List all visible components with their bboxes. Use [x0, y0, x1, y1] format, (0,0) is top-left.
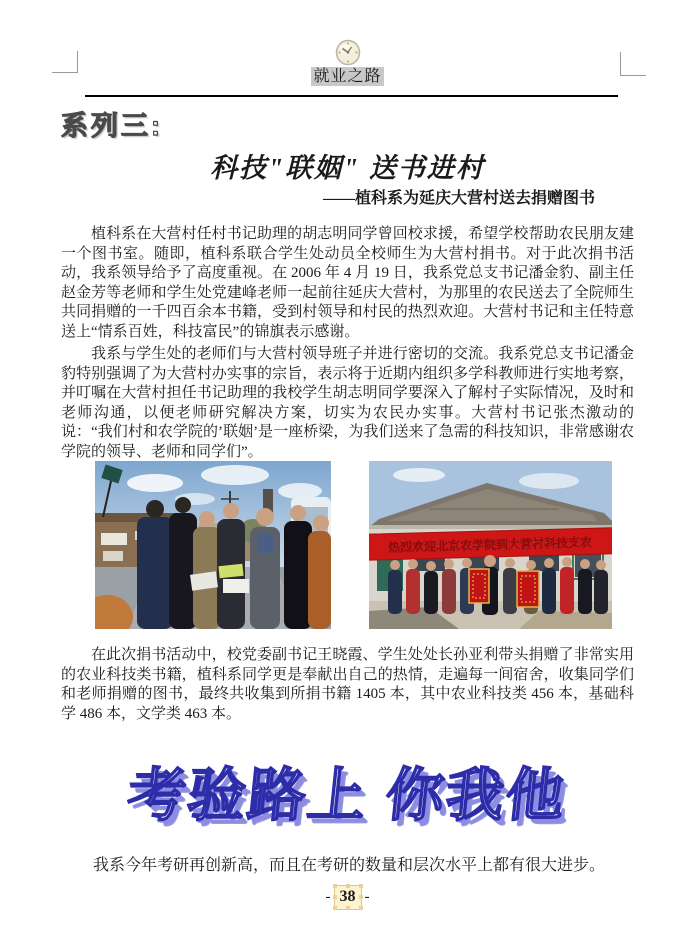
series-label: 系列三:: [61, 111, 163, 141]
wordart-banner: 考验路上 你我他: [124, 763, 570, 828]
welcome-banner-photo: [369, 461, 612, 629]
street-discussion-photo: [95, 461, 331, 629]
header-rule: [85, 95, 618, 97]
article-subtitle: ——植科系为延庆大营村送去捐赠图书: [322, 190, 595, 207]
paragraph-1: 植科系在大营村任村书记助理的胡志明同学曾回校求援，希望学校帮助农民朋友建一个图书室。随即，植科系联合学生处动员全校师生为大营村捐书。对于此次捐书活动，我系领导给予了高度重视。在 2006 年 4 月 19 日，我系党总支书记潘金豹、副主任赵金芳等老师和学生处党建峰老师一起前往延庆大营村，为那里的农民送去了全院师生共同捐赠的一千四百余本书籍，受到村领导和村民的热烈欢迎。大营村书记和主任特意送上“情系百姓，科技富民”的锦旗表示感谢。: [61, 226, 634, 340]
page-header: [0, 39, 695, 86]
closing-paragraph: 我系今年考研再创新高，而且在考研的数量和层次水平上都有很大进步。: [93, 857, 606, 874]
article-title: 科技"联姻" 送书进村: [210, 153, 485, 183]
paragraph-3: 在此次捐书活动中，校党委副书记王晓霞、学生处处长孙亚利带头捐赠了非常实用的农业科技类书籍，植科系同学更是奉献出自己的热情，走遍每一间宿舍，收集同学们和老师捐赠的图书，最终共收集到所捐书籍 1405 本，其中农业科技类 456 本，基础科学 486 本，文学类 463 本。: [61, 647, 634, 722]
page-footer: [0, 885, 695, 910]
clock-icon: [335, 39, 361, 66]
masthead-title: 就业之路: [313, 68, 382, 85]
banner-text: 热烈欢迎北京农学院到大营村科技支农: [387, 535, 593, 555]
paragraph-2: 我系与学生处的老师们与大营村领导班子并进行密切的交流。我系党总支书记潘金豹特别强调了为大营村办实事的宗旨，表示将于近期内组织多学科教师进行实地考察，并叮嘱在大营村担任书记助理的我校学生胡志明同学要深入了解村子实际情况，及时和老师沟通，以便老师研究解决方案，切实为农民办实事。大营村书记张杰激动的说：“我们村和农学院的’联姻’是一座桥梁，为我们送来了急需的科技知识，非常感谢农学院的领导、老师和同学们”。: [61, 346, 634, 460]
page-number-field: 38: [334, 885, 362, 910]
page-number-prefix: -: [325, 889, 331, 905]
page-number-suffix: -: [364, 889, 370, 905]
photo-row: [95, 461, 612, 629]
